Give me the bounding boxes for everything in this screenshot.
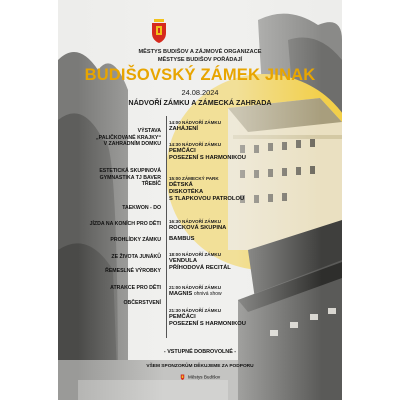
program-item xyxy=(169,285,309,298)
attraction-item xyxy=(66,128,161,148)
program-act: POSEZENÍ S HARMONIKOU xyxy=(169,155,246,161)
column-divider xyxy=(166,116,167,338)
program-time: 18:00 NÁDVOŘÍ ZÁMKU xyxy=(169,252,222,257)
event-date: 24.08.2024 xyxy=(181,88,219,97)
attraction-line: TAEKWON - DO xyxy=(122,205,161,211)
program-act: S TLAPKOVOU PATROLOU xyxy=(169,196,245,202)
attraction-item xyxy=(66,221,161,228)
town-crest-icon xyxy=(180,374,185,380)
program-item xyxy=(169,219,309,232)
attraction-item xyxy=(66,168,161,188)
program-item xyxy=(169,176,309,203)
footer-logo xyxy=(58,374,342,380)
program-item xyxy=(169,252,309,272)
attraction-line: JÍZDA NA KONÍCH PRO DĚTI xyxy=(89,221,161,227)
program-act xyxy=(169,291,309,298)
attraction-item xyxy=(66,205,161,212)
event-title: BUDIŠOVSKÝ ZÁMEK JINAK xyxy=(84,66,316,84)
attraction-line: V ZAHRADNÍM DOMKU xyxy=(103,141,161,148)
program-item xyxy=(169,236,309,243)
attraction-line: ESTETICKÁ SKUPINOVÁ xyxy=(99,168,161,174)
sponsor-thanks: VŠEM SPONZORŮM DĚKUJEME ZA PODPORU xyxy=(146,364,254,369)
program-time: 16:30 NÁDVOŘÍ ZÁMKU xyxy=(169,219,222,224)
program-time: 15:00 ZÁMECKÝ PARK xyxy=(169,176,219,181)
organizers-line-1: MĚSTYS BUDIŠOV A ZÁJMOVÉ ORGANIZACE xyxy=(138,49,262,55)
program-act: POSEZENÍ S HARMONIKOU xyxy=(169,321,246,327)
program-act: ZAHÁJENÍ xyxy=(169,126,198,132)
program-act: VENDULA xyxy=(169,258,198,264)
program-item xyxy=(169,308,309,328)
program-time: 21:30 NÁDVOŘÍ ZÁMKU xyxy=(169,308,222,313)
attraction-line: OBČERSTVENÍ xyxy=(123,300,161,306)
program-act: DĚTSKÁ xyxy=(169,182,193,188)
program-act: PEMČÁCI xyxy=(169,148,196,154)
attraction-line: ATRAKCE PRO DĚTI xyxy=(110,285,161,291)
attraction-line: „PALIČKOVANÉ KRAJKY“ xyxy=(96,134,161,141)
program-act-subtitle: ohnivá show xyxy=(193,291,222,297)
event-poster xyxy=(58,0,342,400)
organizers-line-2: MĚSTYSE BUDIŠOV POŘÁDAJÍ xyxy=(157,57,243,63)
program-time: 21:00 NÁDVOŘÍ ZÁMKU xyxy=(169,285,222,290)
program-act: PEMČÁCI xyxy=(169,314,196,320)
attraction-item xyxy=(66,300,161,307)
program-act: BAMBUS xyxy=(169,236,195,242)
program-time: 14:30 NÁDVOŘÍ ZÁMKU xyxy=(169,142,222,147)
admission-note: - VSTUPNÉ DOBROVOLNÉ - xyxy=(163,349,237,355)
program-act-name: MAGNIS xyxy=(169,291,193,297)
attraction-line: PROHLÍDKY ZÁMKU xyxy=(110,237,161,243)
program-item xyxy=(169,120,309,133)
attraction-item xyxy=(66,254,161,261)
program-act: PŘÍHODOVÁ RECITÁL xyxy=(169,265,231,271)
town-crest-icon xyxy=(151,19,167,43)
program-act: DISKOTÉKA xyxy=(169,189,204,195)
event-venue: NÁDVOŘÍ ZÁMKU A ZÁMECKÁ ZAHRADA xyxy=(128,98,272,107)
attraction-line: GYMNASTIKA TJ BAVER xyxy=(99,174,161,181)
program-time: 14:00 NÁDVOŘÍ ZÁMKU xyxy=(169,120,222,125)
attraction-line: VÝSTAVA xyxy=(137,128,161,134)
organizers-text xyxy=(58,48,342,64)
attraction-item xyxy=(66,268,161,275)
attraction-line: TŘEBÍČ xyxy=(141,181,161,188)
program-item xyxy=(169,142,309,162)
attraction-line: ZE ŽIVOTA JUNÁKŮ xyxy=(111,254,161,260)
attraction-item xyxy=(66,237,161,244)
attraction-item xyxy=(66,285,161,292)
program-act: ROCKOVÁ SKUPINA xyxy=(169,225,227,231)
footer-logo-text: Městys Budišov xyxy=(188,374,221,380)
attraction-line: ŘEMESLNÉ VÝROBKY xyxy=(105,268,161,274)
